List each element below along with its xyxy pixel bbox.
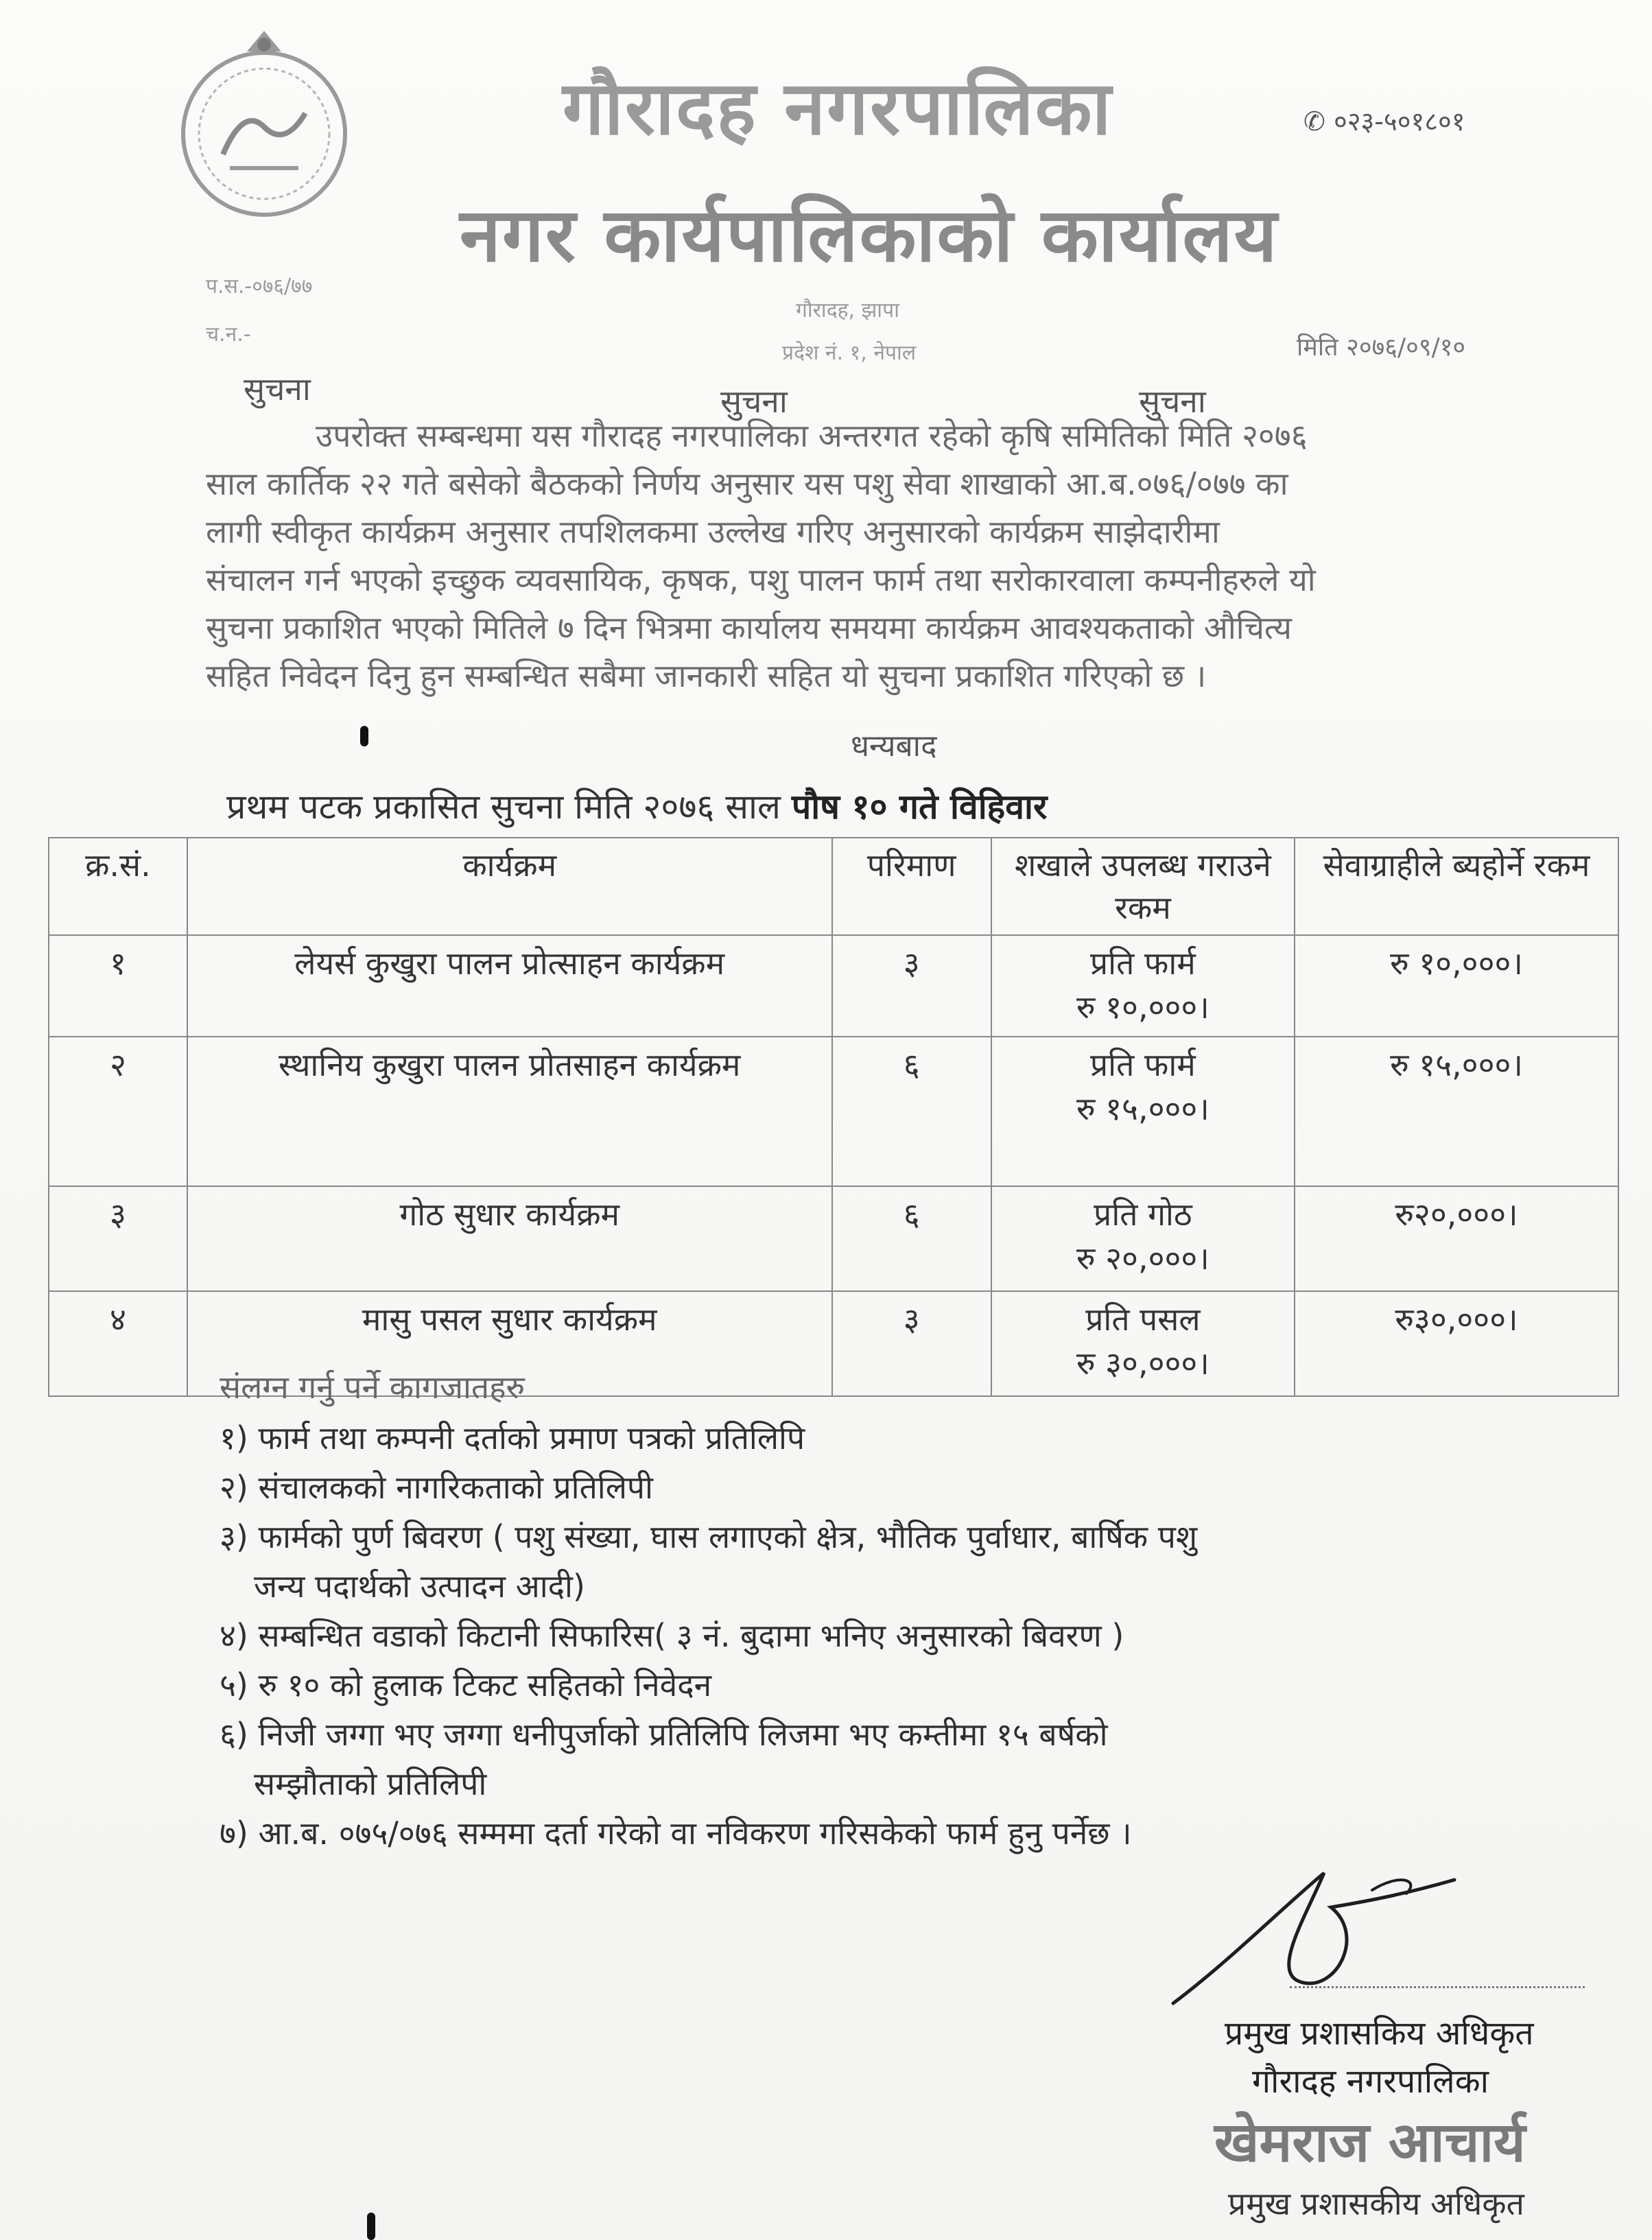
address-line-1: गौरादह, झापा: [796, 298, 899, 322]
signature-line: [1290, 1986, 1585, 1988]
cell-branch-amount: [991, 935, 1295, 1037]
table-row: [49, 1037, 1618, 1186]
signature-scribble: [1166, 1852, 1496, 2017]
branch-unit: प्रति फार्म: [1089, 1046, 1196, 1083]
signatory-title: प्रमुख प्रशासकिय अधिकृत: [1225, 2014, 1534, 2053]
list-item: १) फार्म तथा कम्पनी दर्ताको प्रमाण पत्रको प्रतिलिपि: [220, 1419, 805, 1457]
attachments-list: [220, 1413, 1523, 1858]
letter-date: मिति २०७६/०९/१०: [1297, 333, 1466, 362]
paragraph-line: लागी स्वीकृत कार्यक्रम अनुसार तपशिलकमा उल्लेख गरिए अनुसारको कार्यक्रम साझेदारीमा: [206, 513, 1220, 550]
stamp-name: खेमराज आचार्य: [1214, 2110, 1526, 2174]
header-quantity: परिमाण: [832, 838, 991, 935]
branch-value: रु ३०,०००।: [1076, 1345, 1210, 1382]
cell-branch-amount: [991, 1186, 1295, 1291]
list-item: ४) सम्बन्धित वडाको किटानी सिफारिस( ३ नं. बुदामा भनिए अनुसारको बिवरण ): [220, 1617, 1124, 1654]
branch-value: रु १५,०००।: [1076, 1090, 1210, 1127]
notice-heading-1: सुचना: [244, 370, 311, 408]
cell-client-amount: रु३०,०००।: [1295, 1291, 1618, 1396]
cell-branch-amount: [991, 1291, 1295, 1396]
cell-client-amount: रु२०,०००।: [1295, 1186, 1618, 1291]
notice-heading-3: सुचना: [1139, 383, 1206, 420]
paragraph-line: सुचना प्रकाशित भएको मितिले ७ दिन भित्रमा कार्यालय समयमा कार्यक्रम आवश्यकताको औचित्य: [206, 609, 1292, 646]
branch-unit: प्रति फार्म: [1089, 945, 1196, 982]
cell-sn: ४: [49, 1291, 187, 1396]
cell-program: स्थानिय कुखुरा पालन प्रोतसाहन कार्यक्रम: [187, 1037, 832, 1186]
publication-date: [226, 782, 1047, 829]
cell-quantity: ६: [832, 1186, 991, 1291]
branch-unit: प्रति गोठ: [1094, 1196, 1192, 1233]
header-program: कार्यक्रम: [187, 838, 832, 935]
header-branch-amount: शखाले उपलब्ध गराउने रकम: [991, 838, 1295, 935]
table-row: [49, 935, 1618, 1037]
cell-client-amount: रु १०,०००।: [1295, 935, 1618, 1037]
cell-quantity: ३: [832, 1291, 991, 1396]
list-item: २) संचालकको नागरिकताको प्रतिलिपी: [220, 1469, 653, 1506]
thanks-text: धन्यबाद: [851, 729, 937, 764]
cell-program: गोठ सुधार कार्यक्रम: [187, 1186, 832, 1291]
cell-sn: ३: [49, 1186, 187, 1291]
address-line-2: प्रदेश नं. १, नेपाल: [782, 341, 917, 365]
ink-mark: [360, 726, 368, 746]
phone-value: ०२३-५०१८०१: [1333, 106, 1465, 137]
cell-client-amount: रु १५,०००।: [1295, 1037, 1618, 1186]
list-item: ६) निजी जग्गा भए जग्गा धनीपुर्जाको प्रतिलिपि लिजमा भए कम्तीमा १५ बर्षको: [220, 1716, 1108, 1753]
cell-quantity: ६: [832, 1037, 991, 1186]
municipality-name: गौरादह नगरपालिका: [563, 66, 1113, 152]
branch-value: रु १०,०००।: [1076, 989, 1210, 1026]
cell-sn: १: [49, 935, 187, 1037]
list-item: ७) आ.ब. ०७५/०७६ सम्ममा दर्ता गरेको वा नविकरण गरिसकेको फार्म हुनु पर्नेछ ।: [220, 1815, 1132, 1852]
attachments-title: संलग्न गर्नु पर्ने कागजातहरु: [220, 1369, 526, 1406]
stamp-title: प्रमुख प्रशासकीय अधिकृत: [1228, 2185, 1524, 2222]
cell-branch-amount: [991, 1037, 1295, 1186]
program-table: [48, 837, 1619, 1397]
cell-sn: २: [49, 1037, 187, 1186]
paragraph-line: साल कार्तिक २२ गते बसेको बैठकको निर्णय अनुसार यस पशु सेवा शाखाको आ.ब.०७६/०७७ का: [206, 465, 1288, 502]
table-row: [49, 1186, 1618, 1291]
nepal-emblem-icon: [175, 24, 353, 230]
cell-quantity: ३: [832, 935, 991, 1037]
branch-value: रु २०,०००।: [1076, 1240, 1210, 1277]
header-sn: क्र.सं.: [49, 838, 187, 935]
branch-unit: प्रति पसल: [1085, 1301, 1201, 1338]
list-item: जन्य पदार्थको उत्पादन आदी): [254, 1568, 585, 1605]
signatory-office: गौरादह नगरपालिका: [1252, 2062, 1489, 2101]
phone-icon: ✆: [1303, 106, 1325, 137]
paragraph-line: उपरोक्त सम्बन्धमा यस गौरादह नगरपालिका अन्तरगत रहेको कृषि समितिको मिति २०७६: [316, 417, 1308, 454]
publication-prefix: प्रथम पटक प्रकासित सुचना मिति २०७६ साल: [226, 787, 781, 827]
header-client-amount: सेवाग्राहीले ब्यहोर्ने रकम: [1295, 838, 1618, 935]
publication-day: पौष १० गते विहिवार: [791, 787, 1048, 827]
notice-paragraph: [206, 412, 1571, 700]
paragraph-line: संचालन गर्न भएको इच्छुक व्यवसायिक, कृषक, पशु पालन फार्म तथा सरोकारवाला कम्पनीहरुले यो: [206, 561, 1316, 598]
phone-number: [1303, 103, 1465, 139]
cn-number: च.न.-: [206, 322, 251, 346]
table-header-row: [49, 838, 1618, 935]
ink-mark: [367, 2213, 375, 2240]
cell-program: लेयर्स कुखुरा पालन प्रोत्साहन कार्यक्रम: [187, 935, 832, 1037]
cell-program: मासु पसल सुधार कार्यक्रम: [187, 1291, 832, 1396]
notice-heading-2: सुचना: [720, 383, 788, 420]
list-item: सम्झौताको प्रतिलिपी: [254, 1765, 487, 1802]
list-item: ५) रु १० को हुलाक टिकट सहितको निवेदन: [220, 1666, 712, 1703]
office-name: नगर कार्यपालिकाको कार्यालय: [460, 193, 1279, 279]
list-item: ३) फार्मको पुर्ण बिवरण ( पशु संख्या, घास लगाएको क्षेत्र, भौतिक पुर्वाधार, बार्षिक पशु: [220, 1518, 1198, 1555]
ps-number: प.स.-०७६/७७: [206, 274, 313, 298]
paragraph-line: सहित निवेदन दिनु हुन सम्बन्धित सबैमा जानकारी सहित यो सुचना प्रकाशित गरिएको छ ।: [206, 657, 1207, 694]
